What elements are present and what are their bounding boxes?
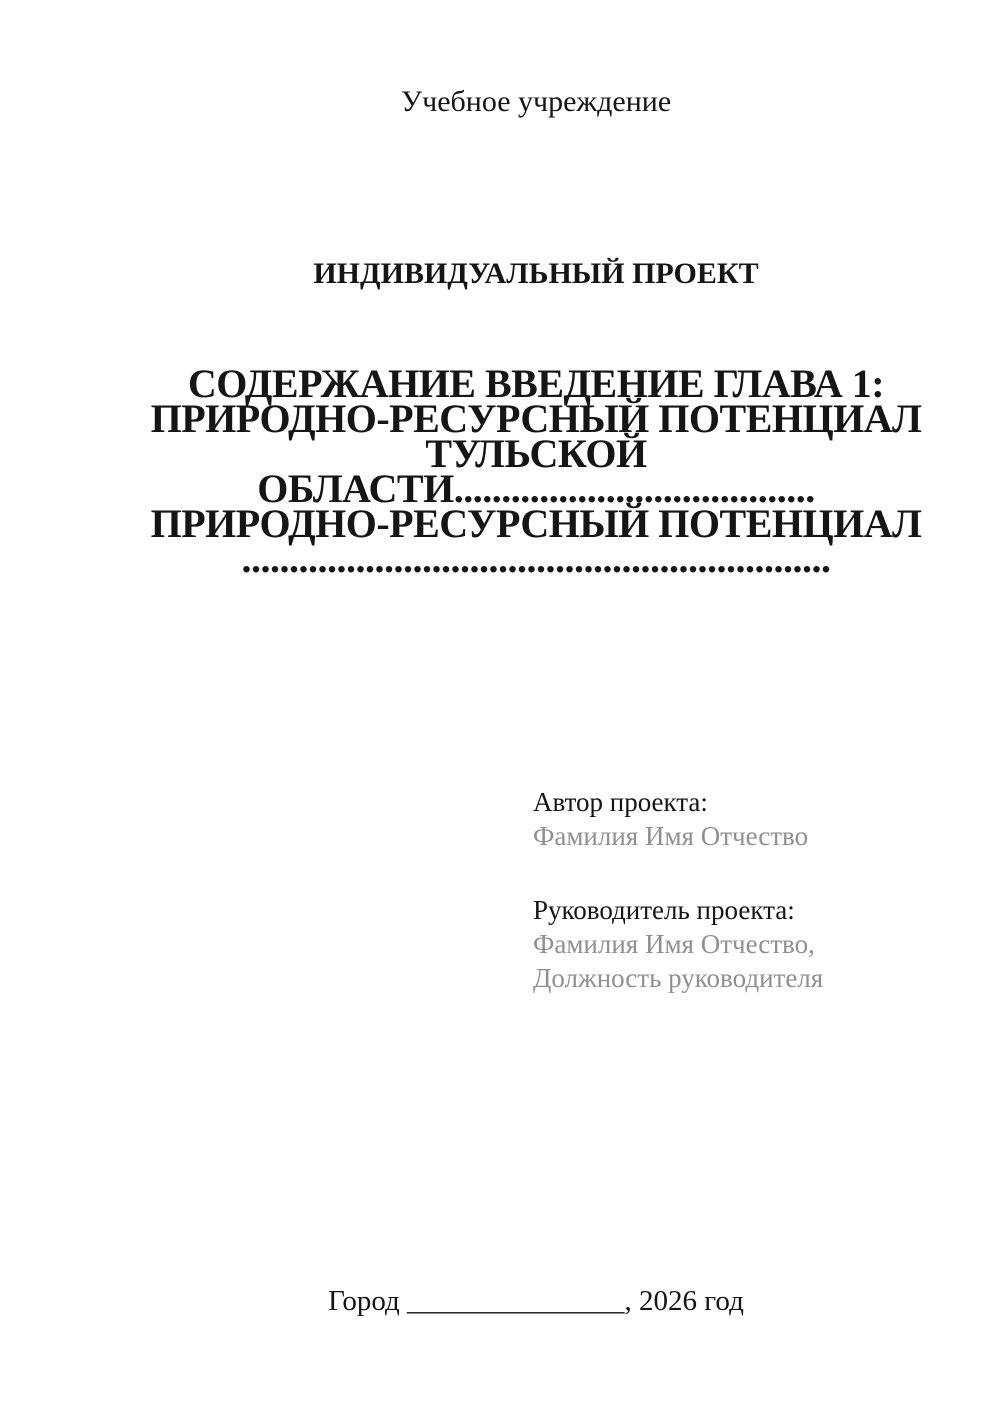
project-title [72,361,1000,581]
project-title-line-1: СОДЕРЖАНИЕ ВВЕДЕНИЕ ГЛАВА 1: [187,361,885,406]
project-title-line-3: ТУЛЬСКОЙ [425,431,647,476]
author-label: Автор проекта: [533,787,708,817]
project-title-line-5: ПРИРОДНО-РЕСУРСНЫЙ ПОТЕНЦИАЛ [150,501,922,546]
supervisor-label: Руководитель проекта: [533,895,795,925]
project-title-line-2: ПРИРОДНО-РЕСУРСНЫЙ ПОТЕНЦИАЛ [150,396,922,441]
supervisor-block [533,893,823,995]
credits-block [533,785,823,1035]
supervisor-name-placeholder: Фамилия Имя Отчество, [533,929,815,959]
project-title-line-4: ОБЛАСТИ...................................... [257,466,815,511]
supervisor-position-placeholder: Должность руководителя [533,963,824,993]
author-block [533,785,823,853]
project-type-heading: ИНДИВИДУАЛЬНЫЙ ПРОЕКТ [313,257,759,290]
project-title-line-6: .............................................................. [241,536,831,581]
city-year-line: Город _______________, 2026 год [328,1285,744,1317]
institution-name: Учебное учреждение [400,85,672,118]
author-name-placeholder: Фамилия Имя Отчество [533,821,809,851]
page-content-column [72,0,1000,1414]
